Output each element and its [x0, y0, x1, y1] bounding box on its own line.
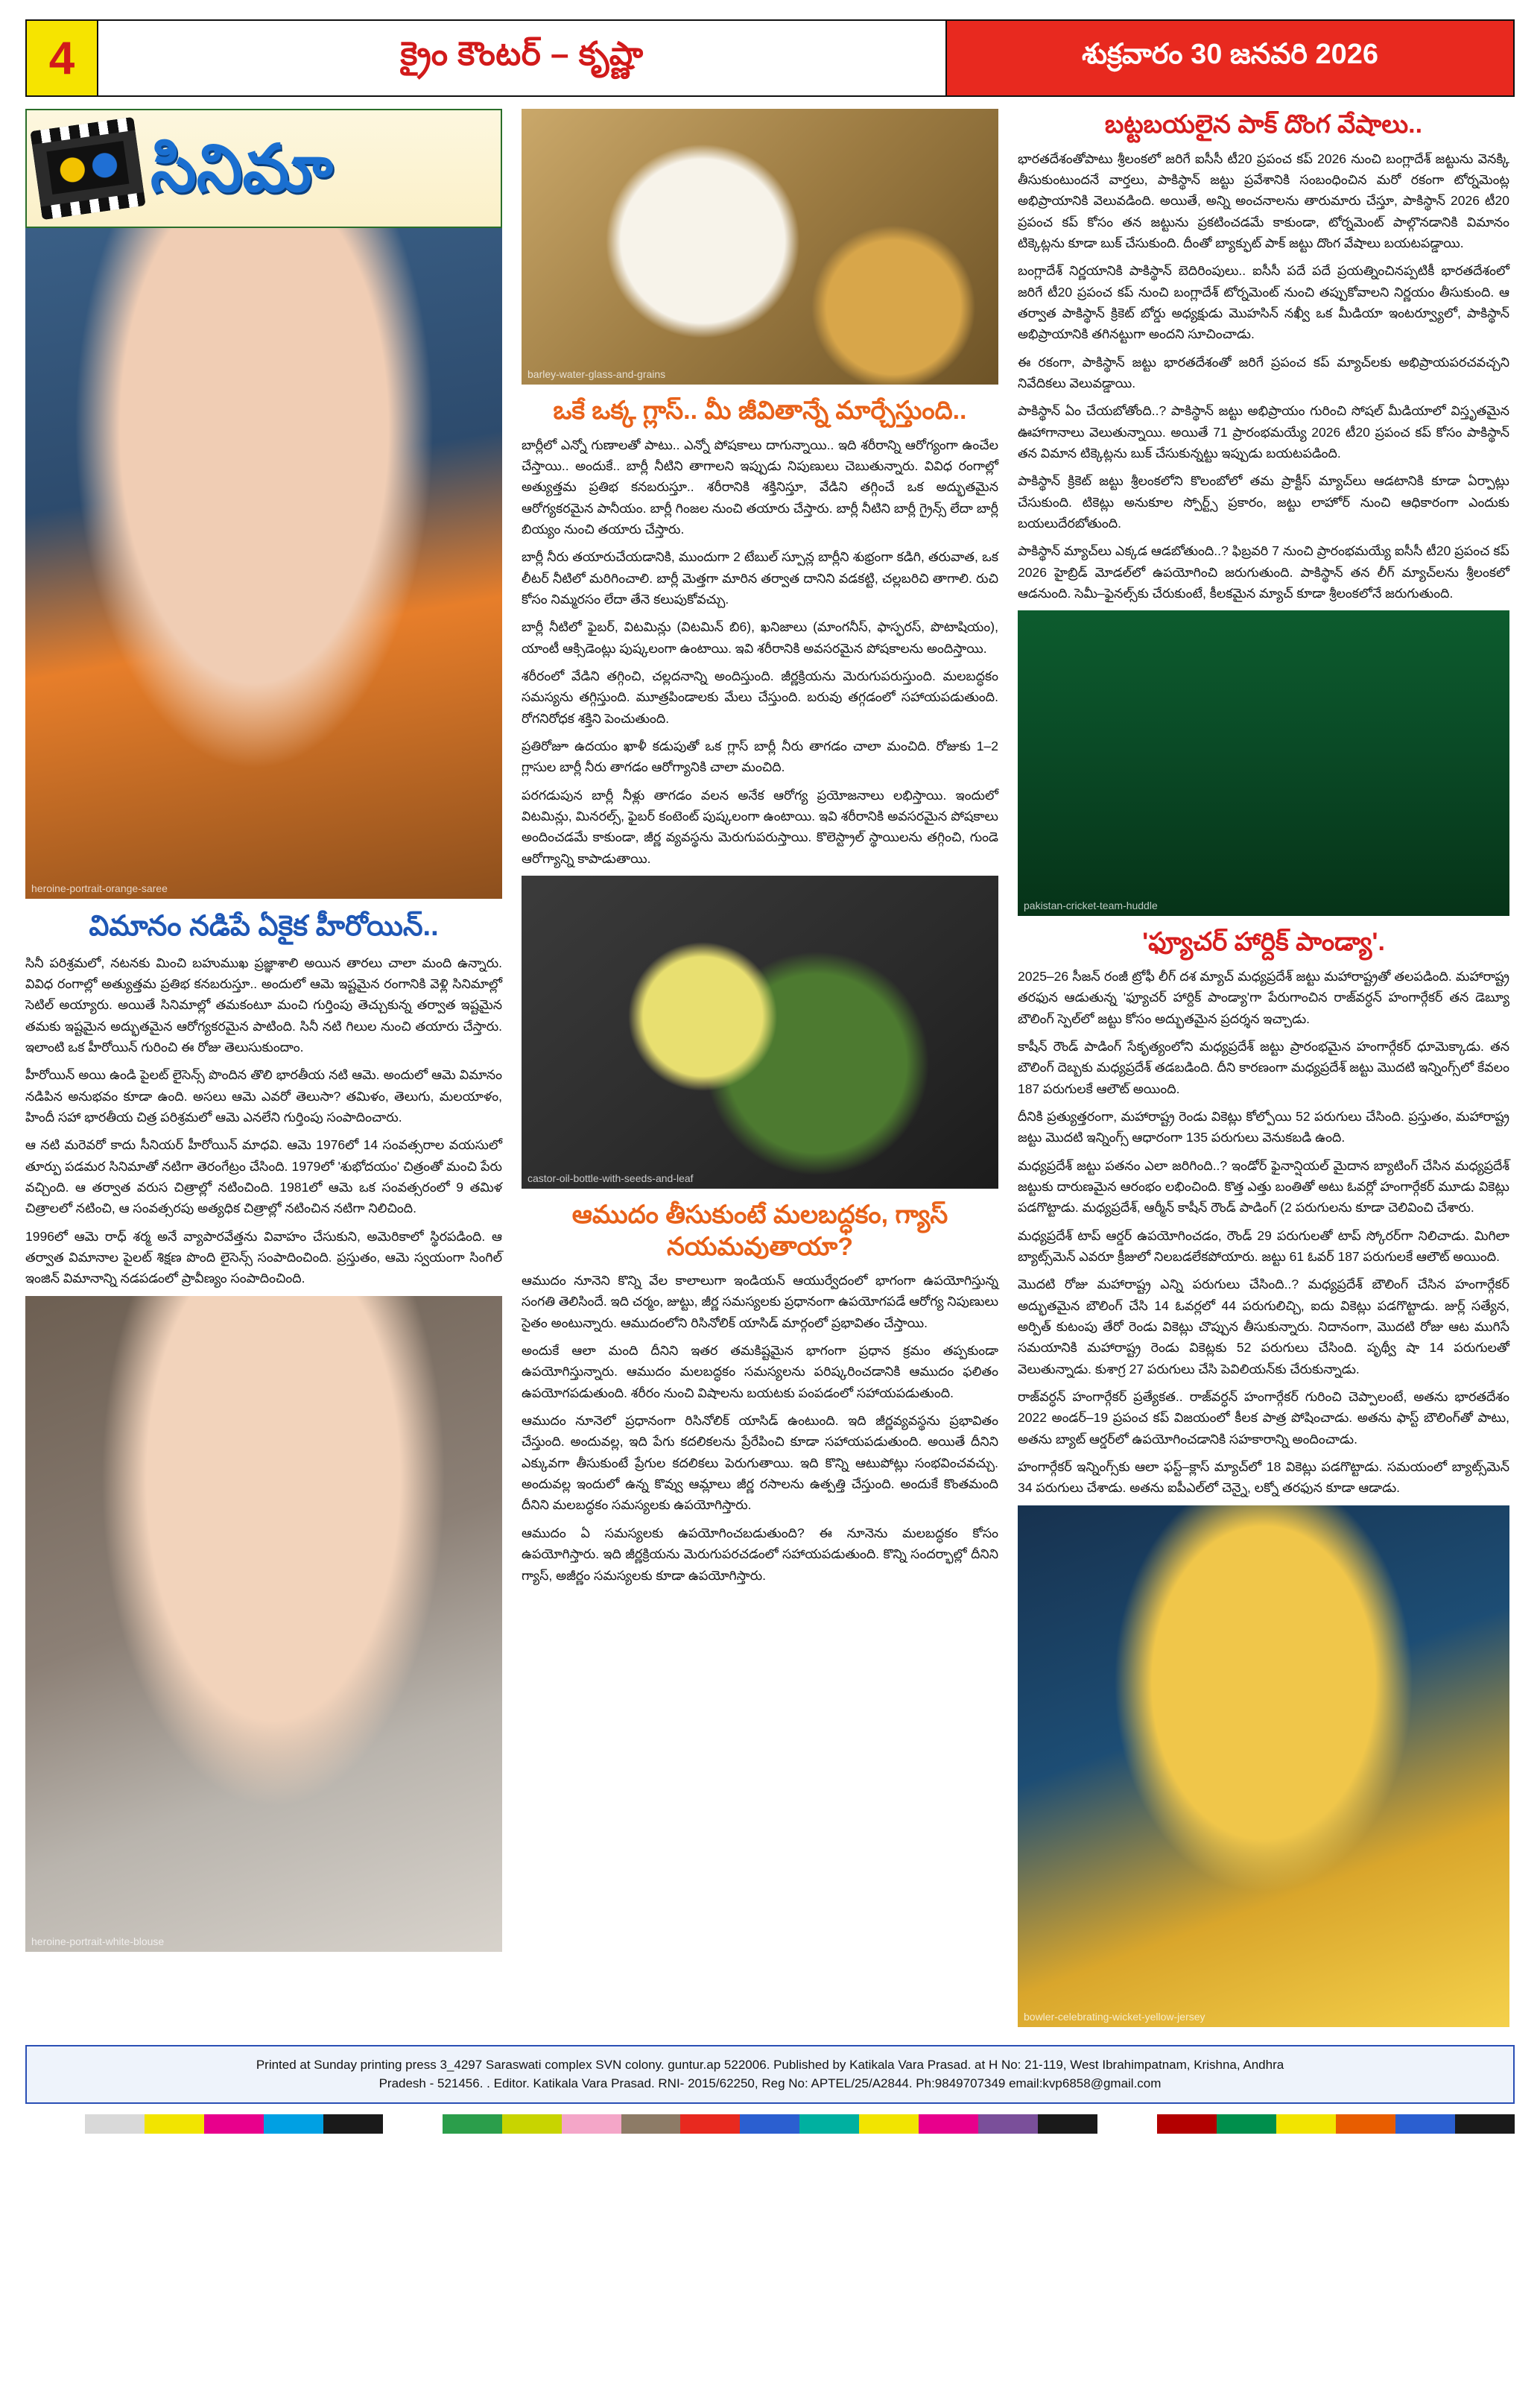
color-swatch: [25, 2114, 85, 2134]
cinema-banner-label: సినిమా: [150, 131, 333, 205]
paragraph: పరగడుపున బార్లీ నీళ్లు తాగడం వలన అనేక ఆరోగ్య ప్రయోజనాలు లభిస్తాయి. ఇందులో విటమిన్లు, మినరల్స్, ఫైబర్ కంటెంట్ పుష్కలంగా ఉంటాయి. ఇవి శరీరానికి అవసరమైన పోషకాలు అందించడమే కాకుండా, జీర్ణ వ్యవస్థను మెరుగుపరుస్తాయి. కొలెస్ట్రాల్ స్థాయిలను తగ్గించి, గుండె ఆరోగ్యాన్ని కాపాడుతాయి.: [522, 787, 998, 866]
paragraph: ఆ నటి మరెవరో కాదు సీనియర్ హీరోయిన్ మాధవి. ఆమె 1976లో 14 సంవత్సరాల వయసులో తూర్పు పడమర సినిమాతో నటిగా తెరంగేట్రం చేసింది. 1979లో 'శుభోదయం' చిత్రంతో మంచి పేరు వచ్చింది. ఆ తర్వాత వరుస చిత్రాల్లో నటించింది. 1981లో ఆమె ఒక సంవత్సరంలో 9 తమిళ చిత్రాలలో నటించి, ఆ సంవత్సరపు అత్యధిక చిత్రాల్లో నటించిన నటిగా నిలిచింది.: [25, 1137, 502, 1216]
paragraph: భారతదేశంతోపాటు శ్రీలంకలో జరిగే ఐసీసీ టీ20 ప్రపంచ కప్ 2026 నుంచి బంగ్లాదేశ్ జట్టును వెనక్కి తీసుకుంటుందనే వార్తలు, పాకిస్థాన్ జట్టు ప్రవేశానికి సంబంధించిన మరో రకంగా టోర్నమెంట్ల అభిప్రాయానికి వెలువడింది. అయితే, అన్ని అంచనాలను తారుమారు చేస్తూ, పాకిస్థాన్ 2026 టీ20 ప్రపంచ కప్ కోసం తన జట్టును ప్రకటించడమే కాకుండా, టోర్నమెంట్ పాల్గొనడానికి విమానం టిక్కెట్లను కూడా బుక్ చేసుకుంది. దీంతో బ్యాక్ఫుట్ పాక్ జట్టు దొంగ వేషాలు బయటపడ్డాయి.: [1018, 151, 1509, 250]
column-middle: [522, 109, 998, 2027]
color-swatch: [383, 2114, 443, 2134]
photo-caption: castor-oil-bottle-with-seeds-and-leaf: [527, 1172, 694, 1185]
color-swatch: [978, 2114, 1038, 2134]
newspaper-title: క్రైం కౌంటర్ – కృష్ణా: [98, 21, 947, 95]
article-body-heroine: [25, 952, 502, 1289]
color-swatch: [1395, 2114, 1455, 2134]
color-swatch: [1276, 2114, 1336, 2134]
paragraph: బార్లీలో ఎన్నో గుణాలతో పాటు.. ఎన్నో పోషకాలు దాగున్నాయి.. ఇది శరీరాన్ని ఆరోగ్యంగా ఉంచేల చేస్తాయి.. అందుకే.. బార్లీ నీటిని తాగాలని ఇప్పుడు నిపుణులు చెబుతున్నారు. వివిధ రంగాల్లో అత్యుత్తమ ప్రతిభ కనబరుస్తూ.. శరీరానికి శక్తినిస్తూ, వేడిని తగ్గించే ఒక అద్భుతమైన ఆరోగ్యకరమైన పానీయం. బార్లీ గింజల నుంచి తయారు చేస్తారు. బార్లీ నీటిని బార్లీ గ్రైన్స్ లేదా బార్లీ బియ్యం నుంచి తయారు చేస్తారు.: [522, 437, 998, 537]
registration-color-bar: [25, 2114, 1515, 2134]
paragraph: పాకిస్థాన్ ఏం చేయబోతోంది..? పాకిస్థాన్ జట్టు అభిప్రాయం గురించి సోషల్ మీడియాలో విస్తృతమైన ఊహాగానాలు వెలుతున్నాయి. అయితే 71 ప్రారంభమయ్యే 2026 టీ20 ప్రపంచ కప్ కోసం పాకిస్థాన్ తన విమాన టిక్కెట్లను బుక్ చేసుకున్నట్టు ఇప్పుడు బయటపడింది.: [1018, 403, 1509, 461]
paragraph: కాషీన్ రౌండ్ పాడింగ్ సేకృత్యంలోని మధ్యప్రదేశ్ జట్టు ప్రారంభమైన హంగార్గేకర్ ధూమెక్కాడు. తన బౌలింగ్ దెబ్బకు మధ్యప్రదేశ్ తడబడింది. దీని కారణంగా మధ్యప్రదేశ్ జట్టు మొదటి ఇన్నింగ్స్‌లో కేవలం 187 పరుగులకే ఆలౌట్ అయింది.: [1018, 1038, 1509, 1096]
headline-future-hardik-pandya: 'ఫ్యూచర్ హార్దిక్ పాండ్యా'.: [1142, 928, 1385, 957]
imprint-footer: [25, 2045, 1515, 2104]
newspaper-page: [0, 19, 1540, 2396]
article-body-barley: [522, 434, 998, 870]
paragraph: హంగార్గేకర్ ఇన్నింగ్స్‌కు ఆలా ఫస్ట్–క్లాస్ మ్యాచ్‌లో 18 వికెట్లు పడగొట్టాడు. సమయంలో బ్యాట్స్‌మెన్ 34 పరుగులు చేశాడు. అతను ఐపీఎల్‌లో చెన్నై, లక్నో తరఫున కూడా ఆడాడు.: [1018, 1459, 1509, 1496]
headline-pakistan-worldcup: బట్టబయలైన పాక్ దొంగ వేషాలు..: [1104, 110, 1423, 139]
cinema-section-banner: [25, 109, 502, 228]
paragraph: మధ్యప్రదేశ్ టాప్ ఆర్డర్ ఉపయోగించడం, రౌండ్ 29 పరుగులతో టాప్ స్కోరర్‌గా నిలిచాడు. మిగిలా బ్యాట్స్‌మెన్ ఎవరూ క్రీజులో నిలబడలేకపోయారు. జట్టు 61 ఓవర్ 187 పరుగులకే ఆలౌట్ అయింది.: [1018, 1227, 1509, 1264]
article-photo-castor-oil: [522, 876, 998, 1189]
article-photo-heroine-1: [25, 228, 502, 899]
article-photo-heroine-2: [25, 1296, 502, 1952]
color-swatch: [680, 2114, 740, 2134]
article-body-hangargekar: [1018, 966, 1509, 1499]
paragraph: బంగ్లాదేశ్ నిర్ణయానికి పాకిస్థాన్ బెదిరింపులు.. ఐసీసీ పదే పదే ప్రయత్నించినప్పటికీ భారతదేశంలో జరిగే టీ20 ప్రపంచ కప్ నుంచి బంగ్లాదేశ్ టోర్నమెంట్ నుంచి తప్పుకోవాలని నిర్ణయం తీసుకుంది. ఆ తర్వాత పాకిస్థాన్ క్రికెట్ బోర్డు అధ్యక్షుడు మొహసిన్ నఖ్వీ ఒక మీడియా ఇంటర్వ్యూలో, పాకిస్థాన్ అభిప్రాయానికి తగినట్టుగా అందని సూచించాడు.: [1018, 263, 1509, 342]
color-swatch: [740, 2114, 799, 2134]
color-swatch: [621, 2114, 681, 2134]
paragraph: 2025–26 సీజన్ రంజీ ట్రోఫీ లీగ్ దశ మ్యాచ్ మధ్యప్రదేశ్ జట్టు మహారాష్ట్రతో తలపడింది. మహారాష్ట్ర తరఫున ఆడుతున్న 'ఫ్యూచర్ హార్దిక్ పాండ్యా'గా పేరుగాంచిన రాజ్‌వర్ధన్ హంగార్గేకర్ తన డెబ్యూ బౌలింగ్ స్పెల్‌లో జట్టు కోసం అద్భుతమైన ప్రదర్శన ఇచ్చాడు.: [1018, 968, 1509, 1026]
color-swatch: [1157, 2114, 1217, 2134]
color-swatch: [204, 2114, 264, 2134]
color-swatch: [1217, 2114, 1276, 2134]
film-reel-icon: [30, 117, 145, 220]
paragraph: మధ్యప్రదేశ్ జట్టు పతనం ఎలా జరిగింది..? ఇండోర్ ఫైనాన్షియల్ మైదాన బ్యాటింగ్ చేసిన మధ్యప్రదేశ్ జట్టుకు దారుణమైన ఆరంభం లభించింది. కొత్త ఎత్తు బంతితో అటు ఓవర్లో హంగార్గేకర్ మూడు వికెట్లు పడగొట్టాడు. మధ్యప్రదేశ్, ఆర్మీన్ కాషీన్ రౌండ్ పాడింగ్ (2 పరుగులను కూడా చెలివించి చేశారు.: [1018, 1157, 1509, 1216]
paragraph: ఆముదం ఏ సమస్యలకు ఉపయోగించబడుతుంది? ఈ నూనెను మలబద్ధకం కోసం ఉపయోగిస్తారు. ఇది జీర్ణక్రియను మెరుగుపరచడంలో సహాయపడుతుంది. కొన్ని సందర్భాల్లో దీనిని గ్యాస్, అజీర్ణం సమస్యలకు కూడా ఉపయోగిస్తారు.: [522, 1525, 998, 1583]
photo-caption: bowler-celebrating-wicket-yellow-jersey: [1024, 2010, 1205, 2023]
page-columns: [25, 109, 1515, 2027]
color-swatch: [85, 2114, 145, 2134]
imprint-line-1: Printed at Sunday printing press 3_4297 Saraswati complex SVN colony. guntur.ap 522006. Published by Katikala Vara Prasad. at H No: 21-119, West Ibrahimpatnam, Krishna, Andhra: [256, 2057, 1284, 2072]
article-body-pakistan: [1018, 148, 1509, 604]
color-swatch: [323, 2114, 383, 2134]
paragraph: బార్లీ నీరు తయారుచేయడానికి, ముందుగా 2 టేబుల్ స్పూన్ల బార్లీని శుభ్రంగా కడిగి, తరువాత, ఒక లీటర్ నీటిలో మరిగించాలి. బార్లీ మెత్తగా మారిన తర్వాత దానిని వడకట్టి, చల్లబరిచి తాగాలి. రుచి కోసం నిమ్మరసం లేదా తేనె కలుపుకోవచ్చు.: [522, 549, 998, 607]
photo-caption: heroine-portrait-orange-saree: [31, 882, 168, 894]
paragraph: అందుకే ఆలా మంది దీనిని ఇతర తమకిష్టమైన భాగంగా ప్రధాన క్రమం తప్పకుండా ఉపయోగిస్తున్నారు. ఆముదం మలబద్ధకం సమస్యలను పరిష్కరించడానికి ఆముదం ఫలితం ఉపయోగపడుతుంది. శరీరం నుంచి విషాలను బయటకు పంపడంలో సహాయపడుతుంది.: [522, 1343, 998, 1400]
paragraph: దీనికి ప్రత్యుత్తరంగా, మహారాష్ట్ర రెండు వికెట్లు కోల్పోయి 52 పరుగులు చేసింది. ప్రస్తుతం, మహారాష్ట్ర జట్టు మొదటి ఇన్నింగ్స్ ఆధారంగా 135 పరుగులు వెనుకబడి ఉంది.: [1018, 1108, 1509, 1145]
paragraph: బార్లీ నీటిలో ఫైబర్, విటమిన్లు (విటమిన్ బి6), ఖనిజాలు (మాంగనీస్, ఫాస్ఫరస్, పొటాషియం), యాంటీ ఆక్సిడెంట్లు పుష్కలంగా ఉంటాయి. ఇవి శరీరానికి అవసరమైన పోషకాలను అందిస్తాయి.: [522, 619, 998, 656]
edition-date: శుక్రవారం 30 జనవరి 2026: [947, 21, 1513, 95]
article-photo-bowler: [1018, 1505, 1509, 2027]
color-swatch: [502, 2114, 562, 2134]
paragraph: ఆముదం నూనెలో ప్రధానంగా రిసినోలిక్ యాసిడ్ ఉంటుంది. ఇది జీర్ణవ్యవస్థను ప్రభావితం చేస్తుంది. అందువల్ల, ఇది పేగు కదలికలను ప్రేరేపించి కూడా సహాయపడుతుంది. అయితే దీనిని ఎక్కువగా తీసుకుంటే ప్రేగుల కదలికలు పెరుగుతాయి. ఇది కొన్ని ఆటుపోట్లు సంభవించవచ్చు. అందువల్ల ఇందులో ఉన్న కొవ్వు ఆమ్లాలు జీర్ణ రసాలను ఉత్పత్తి చేస్తుంది. అందుకే కొంతమంది దీనిని మలబద్ధకం సమస్యలకు ఉపయోగిస్తారు.: [522, 1413, 998, 1513]
paragraph: పాకిస్థాన్ క్రికెట్ జట్టు శ్రీలంకలోని కొలంబోలో తమ ప్రాక్టీస్ మ్యాచ్‌లు ఆడటానికి కూడా ఏర్పాట్లు చేసుకుంది. టికెట్లు అనుకూల స్పోర్ట్స్ ప్రకారం, జట్టు లాహోర్ నుంచి ఆధికారంగా ఎందుకు బయలుదేరబోతుంది.: [1018, 473, 1509, 531]
paragraph: హీరోయిన్ అయి ఉండి పైలట్ లైసెన్స్ పొందిన తొలి భారతీయ నటి ఆమె. అందులో ఆమె విమానం నడిపిన అనుభవం కూడా ఉంది. అసలు ఆమె ఎవరో తెలుసా? తమిళం, తెలుగు, మలయాళం, హిందీ సహా భారతీయ చిత్ర పరిశ్రమలో ఆమె ఎనలేని గుర్తింపు సంపాదించారు.: [25, 1067, 502, 1125]
headline-heroine-pilot: విమానం నడిపే ఏకైక హీరోయిన్..: [89, 911, 439, 942]
article-photo-barley-water: [522, 109, 998, 385]
color-swatch: [859, 2114, 919, 2134]
color-swatch: [1038, 2114, 1097, 2134]
color-swatch: [1336, 2114, 1395, 2134]
headline-barley-water: ఒకే ఒక్క గ్లాస్.. మీ జీవితాన్నే మార్చేస్తుంది..: [553, 396, 967, 425]
article-body-castor: [522, 1270, 998, 1586]
imprint-line-2: Pradesh - 521456. . Editor. Katikala Vara Prasad. RNI- 2015/62250, Reg No: APTEL/25/A2844. Ph:9849707349 email:kvp6858@gmail.com: [378, 2076, 1162, 2091]
page-number: 4: [27, 21, 98, 95]
masthead: [25, 19, 1515, 97]
paragraph: ప్రతిరోజూ ఉదయం ఖాళీ కడుపుతో ఒక గ్లాస్ బార్లీ నీరు తాగడం చాలా మంచిది. రోజుకు 1–2 గ్లాసుల బార్లీ నీరు తాగడం ఆరోగ్యానికి చాలా మంచిది.: [522, 738, 998, 775]
paragraph: రాజ్‌వర్ధన్ హంగార్గేకర్ ప్రత్యేకత.. రాజ్‌వర్ధన్ హంగార్గేకర్ గురించి చెప్పాలంటే, అతను భారతదేశం 2022 అండర్–19 ప్రపంచ కప్ విజయంలో కీలక పాత్ర పోషించాడు. అతను ఫాస్ట్ బౌలింగ్‌తో పాటు, అతను బ్యాట్ ఆర్డర్‌లో ఉపయోగించడానికి సహకారాన్ని అందించాడు.: [1018, 1389, 1509, 1447]
paragraph: శరీరంలో వేడిని తగ్గించి, చల్లదనాన్ని అందిస్తుంది. జీర్ణక్రియను మెరుగుపరుస్తుంది. మలబద్ధకం సమస్యను తగ్గిస్తుంది. మూత్రపిండాలకు మేలు చేస్తుంది. బరువు తగ్గడంలో సహాయపడుతుంది. రోగనిరోధక శక్తిని పెంచుతుంది.: [522, 668, 998, 726]
column-left: [25, 109, 502, 2027]
paragraph: 1996లో ఆమె రాధ్ శర్మ అనే వ్యాపారవేత్తను వివాహం చేసుకుని, అమెరికాలో స్థిరపడింది. ఆ తర్వాత విమానాల పైలట్ శిక్షణ పొంది లైసెన్స్ సంపాదించింది. ప్రస్తుతం, ఆమె స్వయంగా సింగిల్ ఇంజిన్ విమానాన్ని నడపడంలో ప్రావీణ్యం సంపాదించింది.: [25, 1228, 502, 1286]
color-swatch: [562, 2114, 621, 2134]
headline-castor-oil: ఆముదం తీసుకుంటే మలబద్ధకం, గ్యాస్ నయమవుతాయా?: [571, 1201, 948, 1261]
paragraph: సినీ పరిశ్రమలో, నటనకు మించి బహుముఖ ప్రజ్ఞాశాలి అయిన తారలు చాలా మంది ఉన్నారు. వివిధ రంగాల్లో అత్యుత్తమ ప్రతిభ కనబరుస్తూ.. అందులో ఆమె ఇష్టమైన రంగానికి వెళ్లి సినిమాల్లో సెటిల్ అయ్యారు. అయితే సినిమాల్లో తమకంటూ మంచి గుర్తింపు తెచ్చుకున్న తర్వాత ఇష్టమైన తమకు ఇష్టమైన అద్భుతమైన ఆరోగ్యకరమైన పాటింది. సినీ నటి గిలుల నుంచి తయారు చేస్తారు. ఇలాంటి ఒక హీరోయిన్ గురించి ఈ రోజు తెలుసుకుందాం.: [25, 955, 502, 1055]
paragraph: మొదటి రోజు మహారాష్ట్ర ఎన్ని పరుగులు చేసింది..? మధ్యప్రదేశ్ బౌలింగ్ చేసిన హంగార్గేకర్ అద్భుతమైన బౌలింగ్ చేసి 14 ఓవర్లలో 44 పరుగులిచ్చి, ఐదు వికెట్లు పడగొట్టాడు. జుర్ల్ సత్యేన, అర్పిత్ కుటంపు తేరో రెండు వికెట్లు చొప్పున తీసుకున్నారు. నిదానంగా, మొదటి రోజు ఆట ముగిసే సమయానికి మహారాష్ట్ర రెండు వికెట్లకు 52 పరుగులు చేసింది. పృథ్వీ షా 14 పరుగులతో వెలుతున్నాడు. కుశాగ్ర 27 పరుగులు చేసి పెవిలియన్‌కు చేరుకున్నాడు.: [1018, 1277, 1509, 1376]
article-photo-pakistan-team: [1018, 610, 1509, 916]
color-swatch: [145, 2114, 204, 2134]
color-swatch: [919, 2114, 978, 2134]
paragraph: ఆముదం నూనెని కొన్ని వేల కాలాలుగా ఇండియన్ ఆయుర్వేదంలో భాగంగా ఉపయోగిస్తున్న సంగతి తెలిసిందే. ఇది చర్మం, జుట్టు, జీర్ణ సమస్యలకు ప్రధానంగా ఉపయోగపడే ఆరోగ్య నిపుణులు సైతం అంటున్నారు. ఆముదంలోని రిసినోలిక్ యాసిడ్ మార్గంలో ప్రభావితం చేస్తాయి.: [522, 1273, 998, 1330]
color-swatch: [443, 2114, 502, 2134]
color-swatch: [264, 2114, 323, 2134]
column-right: [1018, 109, 1509, 2027]
photo-caption: heroine-portrait-white-blouse: [31, 1935, 165, 1947]
color-swatch: [799, 2114, 859, 2134]
photo-caption: pakistan-cricket-team-huddle: [1024, 900, 1158, 912]
photo-caption: barley-water-glass-and-grains: [527, 368, 666, 380]
color-swatch: [1455, 2114, 1515, 2134]
paragraph: పాకిస్థాన్ మ్యాచ్‌లు ఎక్కడ ఆడబోతుంది..? ఫిబ్రవరి 7 నుంచి ప్రారంభమయ్యే ఐసీసీ టీ20 ప్రపంచ కప్ 2026 హైబ్రిడ్ మోడల్‌లో ఉపయోగించి జరుగుతుంది. పాకిస్థాన్ తన లీగ్ మ్యాచ్‌లను శ్రీలంకలో ఆడనుంది. సెమీ–ఫైనల్స్‌కు చేరుకుంటే, కీలకమైన మ్యాచ్ కూడా శ్రీలంకలోనే జరుగుతుంది.: [1018, 543, 1509, 601]
color-swatch: [1097, 2114, 1157, 2134]
paragraph: ఈ రకంగా, పాకిస్థాన్ జట్టు భారతదేశంతో జరిగే ప్రపంచ కప్ మ్యాచ్‌లకు అభిప్రాయపరచవచ్చని నివేదికలు వెలువడ్డాయి.: [1018, 354, 1509, 391]
